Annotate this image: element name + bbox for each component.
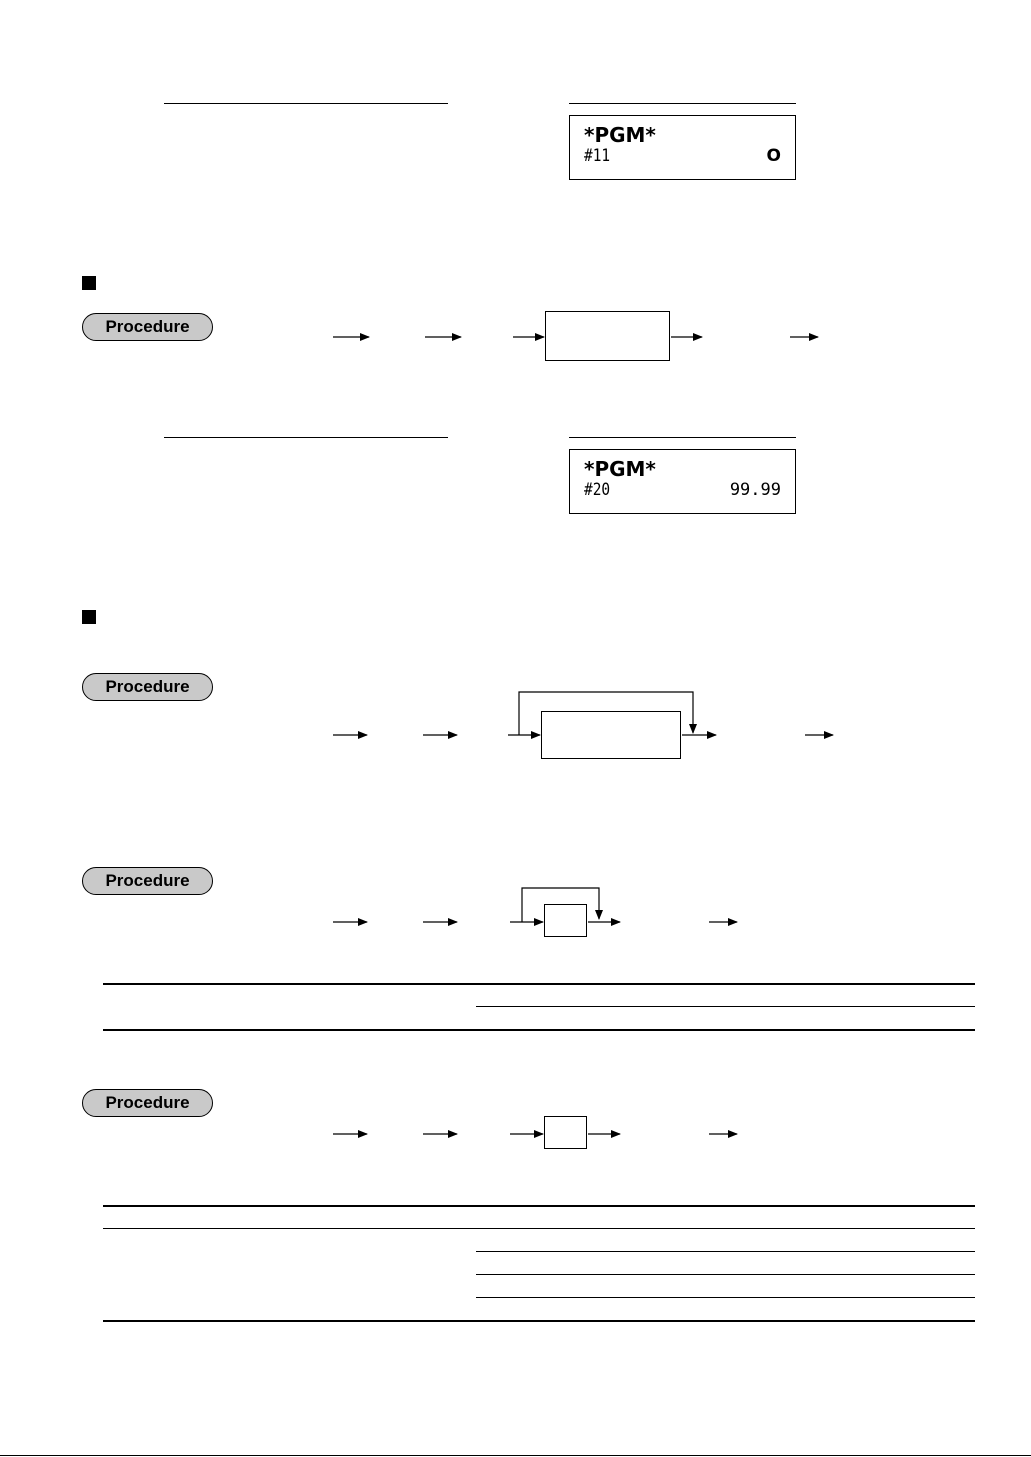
procedure-button-4: Procedure <box>82 1089 213 1117</box>
loop-arrow <box>522 888 599 922</box>
display-value: O <box>766 146 781 166</box>
display-line-1: *PGM* <box>584 123 656 147</box>
display-code: #11 <box>584 146 611 166</box>
display-line-1: *PGM* <box>584 457 656 481</box>
display-code: #20 <box>584 480 611 500</box>
loop-arrow <box>519 692 693 735</box>
procedure-button-2: Procedure <box>82 673 213 701</box>
procedure-button-1: Procedure <box>82 313 213 341</box>
procedure-button-3: Procedure <box>82 867 213 895</box>
display-value: 99.99 <box>729 480 781 500</box>
